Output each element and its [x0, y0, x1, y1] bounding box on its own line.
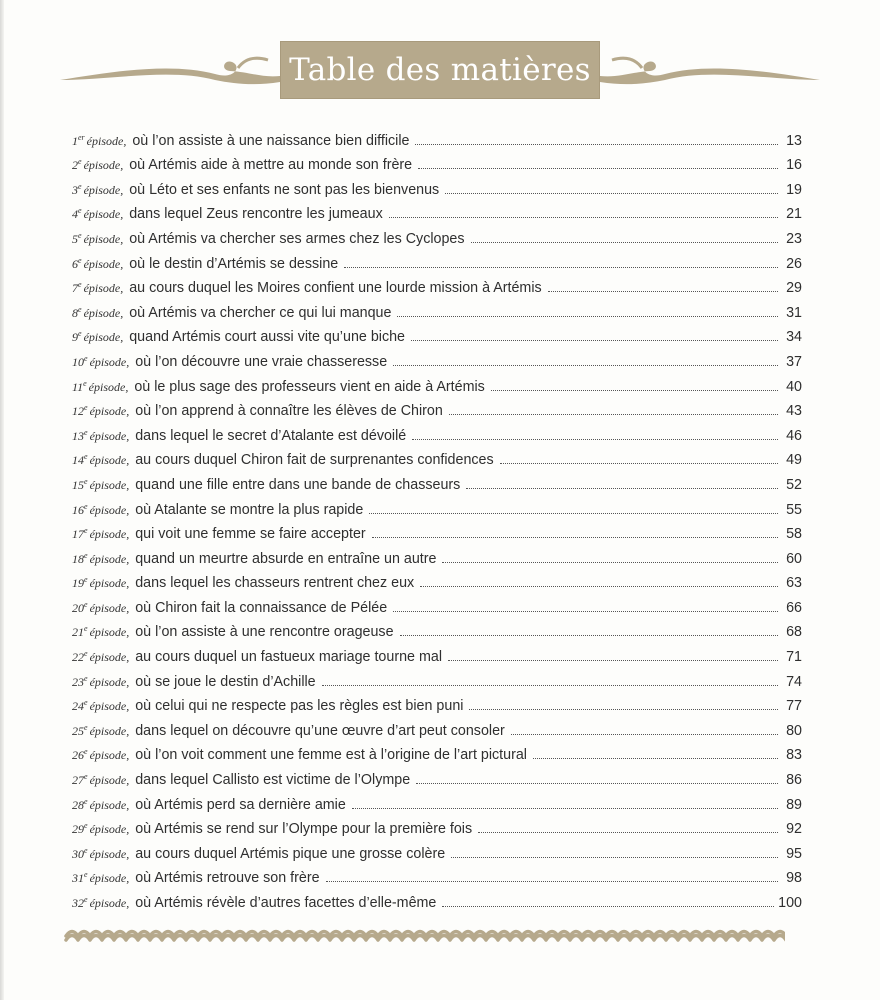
toc-entry[interactable]: [72, 788, 802, 813]
ordinal-suffix: e: [84, 821, 88, 831]
episode-title: dans lequel les chasseurs rentrent chez eux: [135, 575, 415, 592]
episode-number: 12e: [72, 403, 88, 419]
page-number: 80: [786, 722, 802, 739]
episode-label: épisode,: [89, 650, 130, 665]
dot-leader: [393, 611, 778, 612]
episode-number: 32e: [72, 895, 88, 910]
toc-entry[interactable]: [72, 124, 802, 149]
episode-title: où l’on assiste à une naissance bien difficile: [132, 132, 410, 149]
ordinal-suffix: e: [78, 280, 82, 290]
page-number: 21: [786, 206, 802, 223]
episode-label: épisode,: [89, 822, 130, 837]
episode-title: dans lequel Callisto est victime de l’Olympe: [135, 772, 411, 789]
toc-entry[interactable]: [72, 296, 802, 321]
ordinal-suffix: e: [84, 501, 88, 511]
ordinal-suffix: e: [84, 722, 88, 732]
episode-label: épisode,: [89, 871, 130, 886]
ordinal-suffix: e: [84, 452, 88, 462]
dot-leader: [352, 808, 778, 809]
episode-label: épisode,: [89, 404, 130, 419]
episode-title: où Artémis révèle d’autres facettes d’elle-même: [135, 895, 437, 911]
page-number: 74: [786, 673, 802, 690]
toc-entry[interactable]: [72, 591, 802, 616]
episode-number: 6e: [72, 255, 82, 271]
toc-entry[interactable]: [72, 763, 802, 788]
episode-title: où le destin d’Artémis se dessine: [129, 255, 339, 272]
dot-leader: [411, 340, 778, 341]
episode-number: 11e: [72, 378, 87, 394]
toc-entry[interactable]: [72, 837, 802, 862]
episode-label: épisode,: [89, 527, 130, 542]
page-title: Table des matières: [289, 52, 591, 88]
page-number: 100: [778, 895, 802, 911]
episode-number: 25e: [72, 722, 88, 738]
toc-entry[interactable]: [72, 419, 802, 444]
episode-number: 13e: [72, 427, 88, 443]
episode-label: épisode,: [83, 256, 124, 271]
ordinal-suffix: e: [84, 673, 88, 683]
page-number: 63: [786, 575, 802, 592]
dot-leader: [415, 144, 778, 145]
episode-title: dans lequel Zeus rencontre les jumeaux: [129, 206, 383, 223]
dot-leader: [478, 832, 778, 833]
dot-leader: [469, 709, 778, 710]
page-number: 34: [786, 329, 802, 346]
page-edge: [0, 0, 4, 1000]
toc-entry[interactable]: [72, 395, 802, 420]
episode-title: où l’on apprend à connaître les élèves de Chiron: [135, 403, 443, 420]
dot-leader: [418, 168, 778, 169]
ordinal-suffix: e: [84, 575, 88, 585]
page-number: 89: [786, 796, 802, 813]
toc-entry[interactable]: [72, 321, 802, 346]
page-number: 40: [786, 378, 802, 395]
header: [0, 0, 880, 120]
episode-number: 26e: [72, 747, 88, 763]
dot-leader: [445, 193, 778, 194]
episode-label: épisode,: [89, 453, 130, 468]
episode-title: où Artémis perd sa dernière amie: [135, 796, 346, 813]
toc-entry[interactable]: [72, 345, 802, 370]
dot-leader: [412, 439, 778, 440]
page-number: 19: [786, 181, 802, 198]
toc-entry[interactable]: [72, 198, 802, 223]
page-number: 60: [786, 550, 802, 567]
episode-title: où l’on assiste à une rencontre orageuse: [135, 624, 394, 641]
ordinal-suffix: e: [84, 649, 88, 659]
episode-title: au cours duquel Chiron fait de surprenantes confidences: [135, 452, 494, 469]
page-number: 71: [786, 649, 802, 666]
dot-leader: [397, 316, 778, 317]
page-number: 31: [786, 304, 802, 321]
dot-leader: [448, 660, 778, 661]
ordinal-suffix: e: [84, 427, 88, 437]
episode-number: 30e: [72, 845, 88, 861]
episode-label: épisode,: [89, 354, 130, 369]
episode-number: 23e: [72, 673, 88, 689]
wave-line: [66, 932, 785, 941]
ordinal-suffix: er: [78, 132, 85, 142]
toc-entry[interactable]: [72, 813, 802, 838]
episode-number: 14e: [72, 452, 88, 468]
dot-leader: [548, 291, 778, 292]
episode-label: épisode,: [89, 625, 130, 640]
toc-entry[interactable]: [72, 222, 802, 247]
dot-leader: [393, 365, 778, 366]
episode-number: 21e: [72, 624, 88, 640]
episode-title: où Chiron fait la connaissance de Pélée: [135, 599, 388, 616]
page-number: 43: [786, 403, 802, 420]
ordinal-suffix: e: [78, 181, 82, 191]
dot-leader: [344, 267, 778, 268]
episode-number: 4e: [72, 206, 82, 222]
ordinal-suffix: e: [84, 698, 88, 708]
ordinal-suffix: e: [78, 230, 82, 240]
page-number: 46: [786, 427, 802, 444]
dot-leader: [442, 562, 778, 563]
episode-label: épisode,: [83, 330, 124, 345]
episode-title: quand Artémis court aussi vite qu’une biche: [129, 329, 405, 346]
episode-label: épisode,: [89, 748, 130, 763]
episode-label: épisode,: [83, 231, 124, 246]
page-number: 16: [786, 157, 802, 174]
page-number: 58: [786, 526, 802, 543]
toc-entry[interactable]: [72, 739, 802, 764]
episode-number: 27e: [72, 772, 88, 788]
episode-title: quand un meurtre absurde en entraîne un autre: [135, 550, 437, 567]
ordinal-suffix: e: [84, 845, 88, 855]
episode-number: 15e: [72, 476, 88, 492]
toc-entry[interactable]: [72, 272, 802, 297]
episode-label: épisode,: [83, 182, 124, 197]
episode-label: épisode,: [88, 379, 129, 394]
toc-entry[interactable]: [72, 518, 802, 543]
toc-entry[interactable]: [72, 690, 802, 715]
page-number: 37: [786, 353, 802, 370]
dot-leader: [420, 586, 778, 587]
page-number: 49: [786, 452, 802, 469]
dot-leader: [400, 635, 778, 636]
dot-leader: [466, 488, 778, 489]
toc-entry[interactable]: [72, 370, 802, 395]
ordinal-suffix: e: [84, 895, 88, 904]
dot-leader: [369, 513, 778, 514]
episode-number: 24e: [72, 698, 88, 714]
toc-entry[interactable]: [72, 616, 802, 641]
episode-title: où Artémis se rend sur l’Olympe pour la première fois: [135, 821, 473, 838]
page-number: 77: [786, 698, 802, 715]
right-swash: [600, 61, 820, 84]
toc-entry[interactable]: [72, 714, 802, 739]
episode-title: où Léto et ses enfants ne sont pas les bienvenus: [129, 181, 440, 198]
episode-label: épisode,: [89, 477, 130, 492]
dot-leader: [372, 537, 778, 538]
episode-label: épisode,: [89, 674, 130, 689]
ordinal-suffix: e: [78, 157, 82, 167]
ordinal-suffix: e: [84, 796, 88, 806]
episode-title: où celui qui ne respecte pas les règles est bien puni: [135, 698, 464, 715]
dot-leader: [533, 758, 778, 759]
toc-entry[interactable]: [72, 444, 802, 469]
episode-number: 29e: [72, 821, 88, 837]
toc-entry[interactable]: [72, 665, 802, 690]
page-number: 26: [786, 255, 802, 272]
episode-number: 20e: [72, 599, 88, 615]
dot-leader: [449, 414, 778, 415]
toc-entry[interactable]: [72, 886, 802, 911]
toc-entry[interactable]: [72, 862, 802, 887]
dot-leader: [389, 217, 778, 218]
page-number: 86: [786, 772, 802, 789]
page-number: 52: [786, 476, 802, 493]
episode-title: où se joue le destin d’Achille: [135, 673, 316, 690]
ordinal-suffix: e: [84, 526, 88, 536]
toc-entry[interactable]: [72, 493, 802, 518]
ordinal-suffix: e: [78, 329, 82, 339]
page-number: 95: [786, 845, 802, 862]
episode-title: au cours duquel Artémis pique une grosse colère: [135, 845, 446, 862]
episode-number: 22e: [72, 649, 88, 665]
table-of-contents: [72, 124, 802, 911]
ordinal-suffix: e: [84, 550, 88, 560]
toc-entry[interactable]: [72, 173, 802, 198]
episode-title: où l’on découvre une vraie chasseresse: [135, 353, 388, 370]
ordinal-suffix: e: [84, 624, 88, 634]
episode-title: où l’on voit comment une femme est à l’origine de l’art pictural: [135, 747, 527, 764]
episode-number: 3e: [72, 181, 82, 197]
episode-label: épisode,: [86, 133, 127, 148]
toc-entry[interactable]: [72, 567, 802, 592]
page-number: 66: [786, 599, 802, 616]
episode-title: dans lequel on découvre qu’une œuvre d’art peut consoler: [135, 722, 505, 739]
episode-label: épisode,: [83, 305, 124, 320]
episode-label: épisode,: [89, 428, 130, 443]
episode-label: épisode,: [89, 773, 130, 788]
page-number: 23: [786, 230, 802, 247]
episode-label: épisode,: [89, 846, 130, 861]
ordinal-suffix: e: [84, 772, 88, 782]
episode-title: où Atalante se montre la plus rapide: [135, 501, 364, 518]
episode-number: 28e: [72, 796, 88, 812]
dot-leader: [326, 881, 778, 882]
page-number: 68: [786, 624, 802, 641]
episode-title: où Artémis retrouve son frère: [135, 870, 320, 887]
title-banner: [280, 41, 600, 99]
episode-number: 8e: [72, 304, 82, 320]
episode-number: 10e: [72, 353, 88, 369]
ordinal-suffix: e: [78, 255, 82, 265]
dot-leader: [500, 463, 778, 464]
episode-number: 17e: [72, 526, 88, 542]
wave-ornament: [60, 925, 785, 947]
episode-label: épisode,: [89, 600, 130, 615]
episode-label: épisode,: [89, 797, 130, 812]
ordinal-suffix: e: [78, 206, 82, 216]
page-number: 55: [786, 501, 802, 518]
ordinal-suffix: e: [84, 747, 88, 757]
episode-number: 16e: [72, 501, 88, 517]
dot-leader: [471, 242, 778, 243]
dot-leader: [511, 734, 778, 735]
episode-title: où Artémis va chercher ce qui lui manque: [129, 304, 392, 321]
episode-title: au cours duquel les Moires confient une lourde mission à Artémis: [129, 280, 542, 297]
episode-label: épisode,: [89, 576, 130, 591]
page-number: 29: [786, 280, 802, 297]
episode-label: épisode,: [89, 502, 130, 517]
page-number: 83: [786, 747, 802, 764]
dot-leader: [442, 906, 774, 907]
ordinal-suffix: e: [84, 403, 88, 413]
episode-title: où Artémis aide à mettre au monde son frère: [129, 157, 413, 174]
episode-number: 19e: [72, 575, 88, 591]
episode-title: quand une fille entre dans une bande de chasseurs: [135, 476, 461, 493]
toc-entry[interactable]: [72, 247, 802, 272]
episode-title: au cours duquel un fastueux mariage tourne mal: [135, 649, 442, 666]
episode-label: épisode,: [89, 699, 130, 714]
ordinal-suffix: e: [84, 476, 88, 486]
episode-label: épisode,: [83, 207, 124, 222]
dot-leader: [416, 783, 778, 784]
episode-number: 7e: [72, 280, 82, 296]
dot-leader: [451, 857, 778, 858]
toc-entry[interactable]: [72, 149, 802, 174]
episode-title: dans lequel le secret d’Atalante est dévoilé: [135, 427, 407, 444]
episode-number: 5e: [72, 230, 82, 246]
toc-entry[interactable]: [72, 640, 802, 665]
dot-leader: [491, 390, 778, 391]
page-number: 13: [786, 132, 802, 149]
ordinal-suffix: e: [84, 353, 88, 363]
episode-number: 9e: [72, 329, 82, 345]
episode-label: épisode,: [83, 281, 124, 296]
episode-number: 2e: [72, 157, 82, 173]
ordinal-suffix: e: [83, 378, 87, 388]
episode-number: 18e: [72, 550, 88, 566]
ordinal-suffix: e: [84, 599, 88, 609]
episode-label: épisode,: [89, 723, 130, 738]
episode-title: qui voit une femme se faire accepter: [135, 526, 366, 543]
episode-title: où Artémis va chercher ses armes chez les Cyclopes: [129, 230, 465, 247]
left-swash: [60, 61, 280, 84]
episode-label: épisode,: [89, 551, 130, 566]
episode-label: épisode,: [83, 158, 124, 173]
toc-entry[interactable]: [72, 468, 802, 493]
page-number: 92: [786, 821, 802, 838]
episode-number: 1er: [72, 132, 85, 148]
ordinal-suffix: e: [78, 304, 82, 314]
toc-entry[interactable]: [72, 542, 802, 567]
episode-label: épisode,: [89, 896, 130, 910]
page-number: 98: [786, 870, 802, 887]
episode-number: 31e: [72, 870, 88, 886]
episode-title: où le plus sage des professeurs vient en aide à Artémis: [134, 378, 485, 395]
dot-leader: [322, 685, 778, 686]
ordinal-suffix: e: [84, 870, 88, 880]
